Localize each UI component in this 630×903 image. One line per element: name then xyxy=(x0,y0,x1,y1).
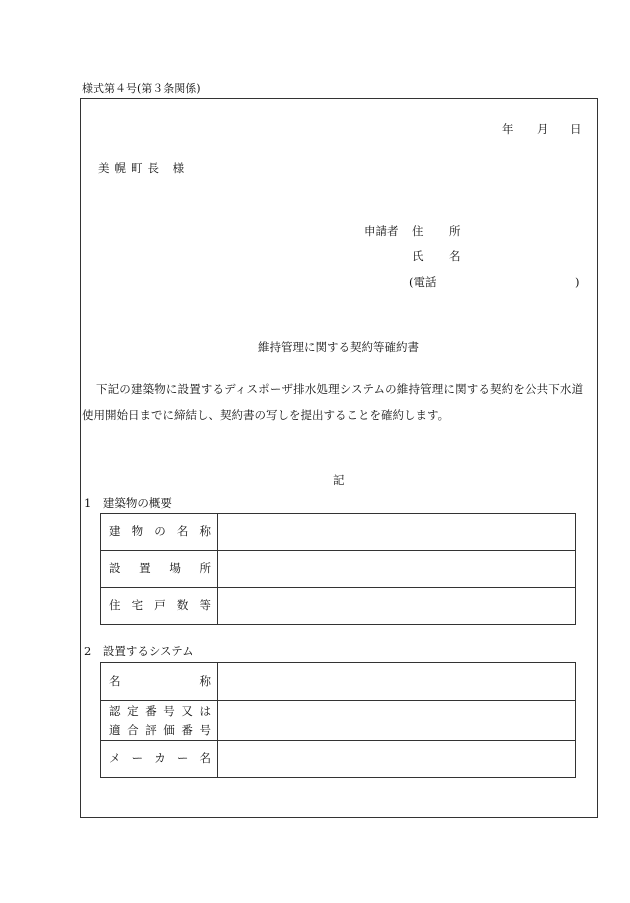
section-1-heading: 1 建築物の概要 xyxy=(84,496,172,510)
housing-units-label: 住 宅 戸 数 等 xyxy=(109,598,211,613)
table-row xyxy=(101,741,576,778)
table-row xyxy=(101,588,576,625)
system-name-label: 名 称 xyxy=(109,673,211,688)
system-table xyxy=(100,662,576,778)
row-label-cell xyxy=(101,514,218,551)
address-label-a: 住 xyxy=(412,224,424,238)
body-text-line-1: 下記の建築物に設置するディスポーザ排水処理システムの維持管理に関する契約を公共下水道 xyxy=(96,382,584,396)
name-label-b: 名 xyxy=(449,249,461,263)
form-number-label: 様式第４号(第３条関係) xyxy=(82,82,201,95)
date-month-label: 月 xyxy=(537,122,549,136)
cert-number-field[interactable] xyxy=(218,701,576,741)
section-2-heading: 2 設置するシステム xyxy=(84,644,194,658)
row-label-cell xyxy=(101,741,218,778)
building-name-field[interactable] xyxy=(218,514,576,551)
phone-close-paren: ) xyxy=(575,275,580,289)
install-location-label: 設 置 場 所 xyxy=(109,561,211,576)
building-name-label: 建 物 の 名 称 xyxy=(109,524,211,539)
row-label-cell xyxy=(101,701,218,741)
row-label-cell xyxy=(101,663,218,701)
cert-number-label-line-2: 適 合 評 価 番 号 xyxy=(109,722,211,737)
table-row xyxy=(101,514,576,551)
row-label-cell xyxy=(101,551,218,588)
ki-heading: 記 xyxy=(333,473,345,487)
phone-label: (電話 xyxy=(409,275,437,289)
date-year-label: 年 xyxy=(502,122,514,136)
name-label-a: 氏 xyxy=(412,249,424,263)
row-label-cell xyxy=(101,588,218,625)
address-label-b: 所 xyxy=(449,224,461,238)
maker-name-label: メ ー カ ー 名 xyxy=(109,751,211,766)
cert-number-label-line-1: 認 定 番 号 又 は xyxy=(109,704,211,719)
document-title: 維持管理に関する契約等確約書 xyxy=(258,340,419,354)
table-row xyxy=(101,551,576,588)
install-location-field[interactable] xyxy=(218,551,576,588)
addressee: 美幌町長 様 xyxy=(98,161,190,175)
system-name-field[interactable] xyxy=(218,663,576,701)
maker-name-field[interactable] xyxy=(218,741,576,778)
housing-units-field[interactable] xyxy=(218,588,576,625)
body-text-line-2: 使用開始日までに締結し、契約書の写しを提出することを確約します。 xyxy=(82,408,450,422)
applicant-label: 申請者 xyxy=(364,224,399,238)
table-row xyxy=(101,701,576,741)
table-row xyxy=(101,663,576,701)
date-day-label: 日 xyxy=(570,122,582,136)
building-overview-table xyxy=(100,513,576,625)
